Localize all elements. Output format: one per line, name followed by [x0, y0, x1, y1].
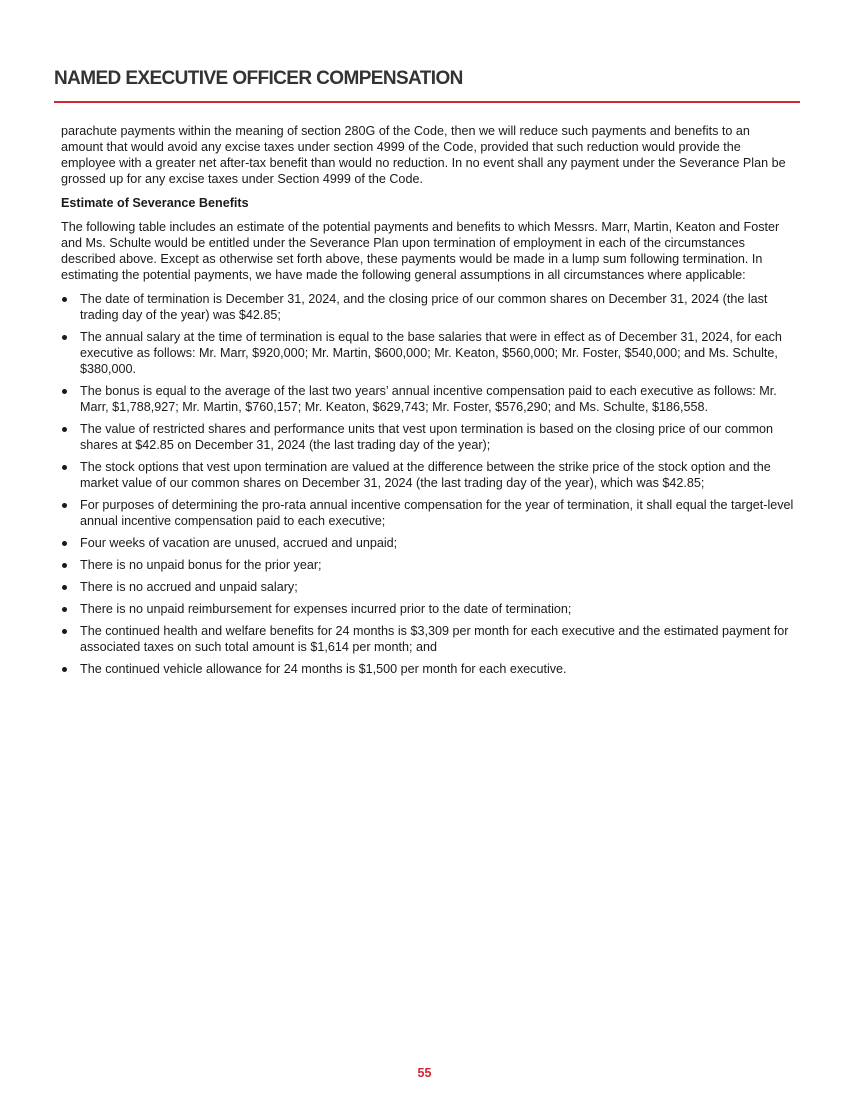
assumptions-list	[61, 291, 795, 677]
list-item	[61, 579, 795, 595]
bullet-icon	[62, 629, 67, 634]
bullet-icon	[62, 585, 67, 590]
list-item-text: The continued vehicle allowance for 24 months is $1,500 per month for each executive.	[80, 662, 567, 676]
list-item	[61, 329, 795, 377]
section-paragraph: The following table includes an estimate of the potential payments and benefits to which Messrs. Marr, Martin, Keaton and Foster and Ms. Schulte would be entitled under the Severance Plan upon termination of employment in each of the circumstances described above. Except as otherwise set forth above, these payments would be made in a lump sum following termination. In estimating the potential payments, we have made the following general assumptions in all circumstances where applicable:	[61, 220, 780, 282]
list-item	[61, 557, 795, 573]
bullet-icon	[62, 297, 67, 302]
list-item-text: There is no accrued and unpaid salary;	[80, 580, 298, 594]
list-item	[61, 421, 795, 453]
list-item-text: The value of restricted shares and performance units that vest upon termination is based on the closing price of our common shares at $42.85 on December 31, 2024 (the last trading day of the year);	[80, 422, 774, 452]
bullet-icon	[62, 541, 67, 546]
list-item-text: The bonus is equal to the average of the last two years’ annual incentive compensation paid to each executive as follows: Mr. Marr, $1,788,927; Mr. Martin, $760,157; Mr. Keaton, $629,743; Mr. Foster, $576,290; and Ms. Schulte, $186,558.	[80, 384, 777, 414]
bullet-icon	[62, 335, 67, 340]
section-heading: Estimate of Severance Benefits	[61, 196, 249, 210]
bullet-icon	[62, 389, 67, 394]
page-title: NAMED EXECUTIVE OFFICER COMPENSATION	[54, 68, 463, 89]
bullet-icon	[62, 667, 67, 672]
list-item	[61, 497, 795, 529]
list-item-text: The annual salary at the time of termination is equal to the base salaries that were in effect as of December 31, 2024, for each executive as follows: Mr. Marr, $920,000; Mr. Martin, $600,000; Mr. Keaton, $560,000; Mr. Foster, $540,000; and Ms. Schulte, $380,000.	[80, 330, 782, 376]
bullet-icon	[62, 563, 67, 568]
list-item-text: For purposes of determining the pro-rata annual incentive compensation for the year of termination, it shall equal the target-level annual incentive compensation paid to each executive;	[80, 498, 794, 528]
list-item-text: The continued health and welfare benefits for 24 months is $3,309 per month for each executive and the estimated payment for associated taxes on such total amount is $1,614 per month; and	[80, 624, 789, 654]
list-item-text: There is no unpaid reimbursement for expenses incurred prior to the date of termination;	[80, 602, 572, 616]
document-body	[61, 123, 795, 683]
list-item	[61, 623, 795, 655]
list-item	[61, 291, 795, 323]
header-divider	[54, 101, 800, 103]
intro-paragraph: parachute payments within the meaning of section 280G of the Code, then we will reduce such payments and benefits to an amount that would avoid any excise taxes under section 4999 of the Code, provided that such reduction would provide the employee with a greater net after-tax benefit than would no reduction. In no event shall any payment under the Severance Plan be grossed up for any excise taxes under Section 4999 of the Code.	[61, 124, 786, 186]
bullet-icon	[62, 427, 67, 432]
list-item	[61, 383, 795, 415]
bullet-icon	[62, 503, 67, 508]
list-item	[61, 535, 795, 551]
page-header	[54, 68, 800, 90]
bullet-icon	[62, 607, 67, 612]
list-item	[61, 601, 795, 617]
list-item	[61, 459, 795, 491]
bullet-icon	[62, 465, 67, 470]
page-number: 55	[417, 1066, 432, 1080]
list-item-text: There is no unpaid bonus for the prior year;	[80, 558, 322, 572]
list-item-text: The stock options that vest upon termination are valued at the difference between the strike price of the stock option and the market value of our common shares on December 31, 2024 (the last trading day of the year), which was $42.85;	[80, 460, 771, 490]
list-item-text: The date of termination is December 31, 2024, and the closing price of our common shares on December 31, 2024 (the last trading day of the year) was $42.85;	[80, 292, 768, 322]
list-item	[61, 661, 795, 677]
list-item-text: Four weeks of vacation are unused, accrued and unpaid;	[80, 536, 398, 550]
